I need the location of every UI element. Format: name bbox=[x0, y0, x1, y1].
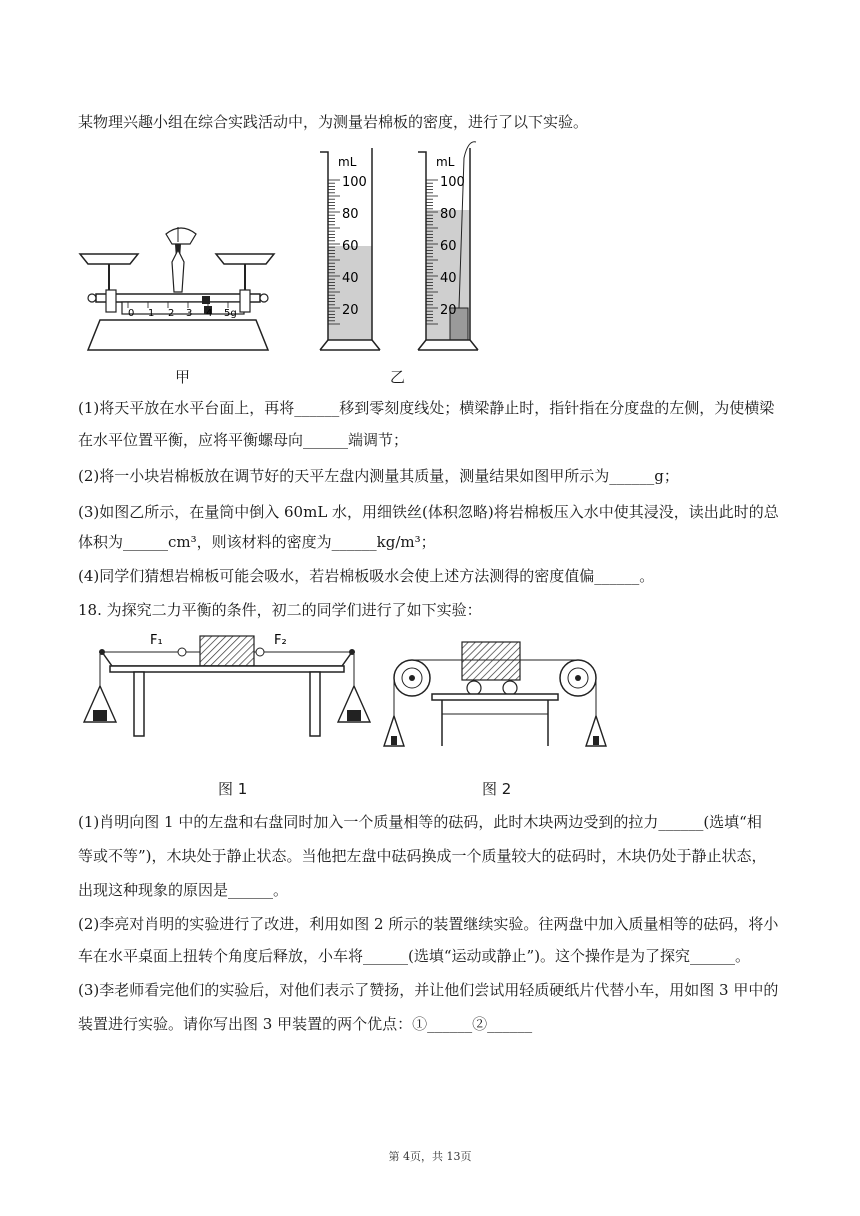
cylinder-left-tick-80: 80 bbox=[342, 207, 359, 222]
cylinder-left-tick-20: 20 bbox=[342, 303, 359, 318]
q17-part3-line2: 体积为______cm³，则该材料的密度为______kg/m³； bbox=[78, 533, 436, 551]
q18-part1-line1: (1)肖明向图 1 中的左盘和右盘同时加入一个质量相等的砝码，此时木块两边受到的拉力______(选填“相 bbox=[78, 813, 762, 831]
figure-1-table bbox=[80, 626, 380, 746]
q18-part1-line2: 等或不等”)，木块处于静止状态。当他把左盘中砝码换成一个质量较大的砝码时，木块仍处于静止状态， bbox=[78, 847, 767, 865]
caption-figure-2: 图 2 bbox=[482, 780, 512, 798]
caption-yi: 乙 bbox=[390, 368, 406, 386]
cylinder-right-tick-40: 40 bbox=[440, 271, 457, 286]
page-footer: 第 4页，共 13页 bbox=[388, 1150, 472, 1163]
caption-jia: 甲 bbox=[175, 368, 191, 386]
cylinder-right-tick-80: 80 bbox=[440, 207, 457, 222]
cylinder-left bbox=[318, 146, 384, 354]
force-label-f1: F₁ bbox=[150, 633, 163, 648]
intro-text: 某物理兴趣小组在综合实践活动中，为测量岩棉板的密度，进行了以下实验。 bbox=[78, 113, 589, 131]
scale-number-2: 2 bbox=[168, 308, 175, 319]
scale-number-5: 5g bbox=[224, 308, 237, 319]
q18-title: 18. 为探究二力平衡的条件，初二的同学们进行了如下实验： bbox=[78, 601, 482, 619]
q17-part1-line1: (1)将天平放在水平台面上，再将______移到零刻度线处；横梁静止时，指针指在分度盘的左侧，为使横梁 bbox=[78, 399, 775, 417]
q18-part1-line3: 出现这种现象的原因是______。 bbox=[78, 881, 289, 899]
q17-part3-line1: (3)如图乙所示，在量筒中倒入 60mL 水，用细铁丝(体积忽略)将岩棉板压入水中使其浸没，读出此时的总 bbox=[78, 503, 779, 521]
scale-number-3: 3 bbox=[186, 308, 193, 319]
cylinder-right-tick-20: 20 bbox=[440, 303, 457, 318]
scale-number-0: 0 bbox=[128, 308, 135, 319]
q17-part4: (4)同学们猜想岩棉板可能会吸水，若岩棉板吸水会使上述方法测得的密度值偏______。 bbox=[78, 567, 655, 585]
q17-part2: (2)将一小块岩棉板放在调节好的天平左盘内测量其质量，测量结果如图甲所示为______g； bbox=[78, 467, 679, 485]
q17-part1-line2: 在水平位置平衡，应将平衡螺母向______端调节； bbox=[78, 431, 409, 449]
cylinder-right bbox=[408, 138, 488, 354]
force-label-f2: F₂ bbox=[274, 633, 287, 648]
scale-number-4: 4 bbox=[206, 308, 213, 319]
balance-figure bbox=[78, 222, 278, 354]
q18-part3-line1: (3)李老师看完他们的实验后，对他们表示了赞扬，并让他们尝试用轻质硬纸片代替小车，用如图 3 甲中的 bbox=[78, 981, 779, 999]
cylinder-right-tick-60: 60 bbox=[440, 239, 457, 254]
cylinder-left-tick-40: 40 bbox=[342, 271, 359, 286]
cylinder-right-tick-100: 100 bbox=[440, 175, 465, 190]
cylinder-left-unit: mL bbox=[338, 155, 357, 169]
cylinder-left-tick-100: 100 bbox=[342, 175, 367, 190]
q18-part2-line2: 车在水平桌面上扭转个角度后释放，小车将______(选填“运动或静止”)。这个操作是为了探究______。 bbox=[78, 947, 751, 965]
figure-2-pulley bbox=[382, 636, 624, 750]
cylinder-right-unit: mL bbox=[436, 155, 455, 169]
cylinder-left-tick-60: 60 bbox=[342, 239, 359, 254]
q18-part3-line2: 装置进行实验。请你写出图 3 甲装置的两个优点：①______②______ bbox=[78, 1015, 533, 1033]
q18-part2-line1: (2)李亮对肖明的实验进行了改进，利用如图 2 所示的装置继续实验。往两盘中加入质量相等的砝码，将小 bbox=[78, 915, 779, 933]
scale-number-1: 1 bbox=[148, 308, 155, 319]
caption-figure-1: 图 1 bbox=[218, 780, 248, 798]
